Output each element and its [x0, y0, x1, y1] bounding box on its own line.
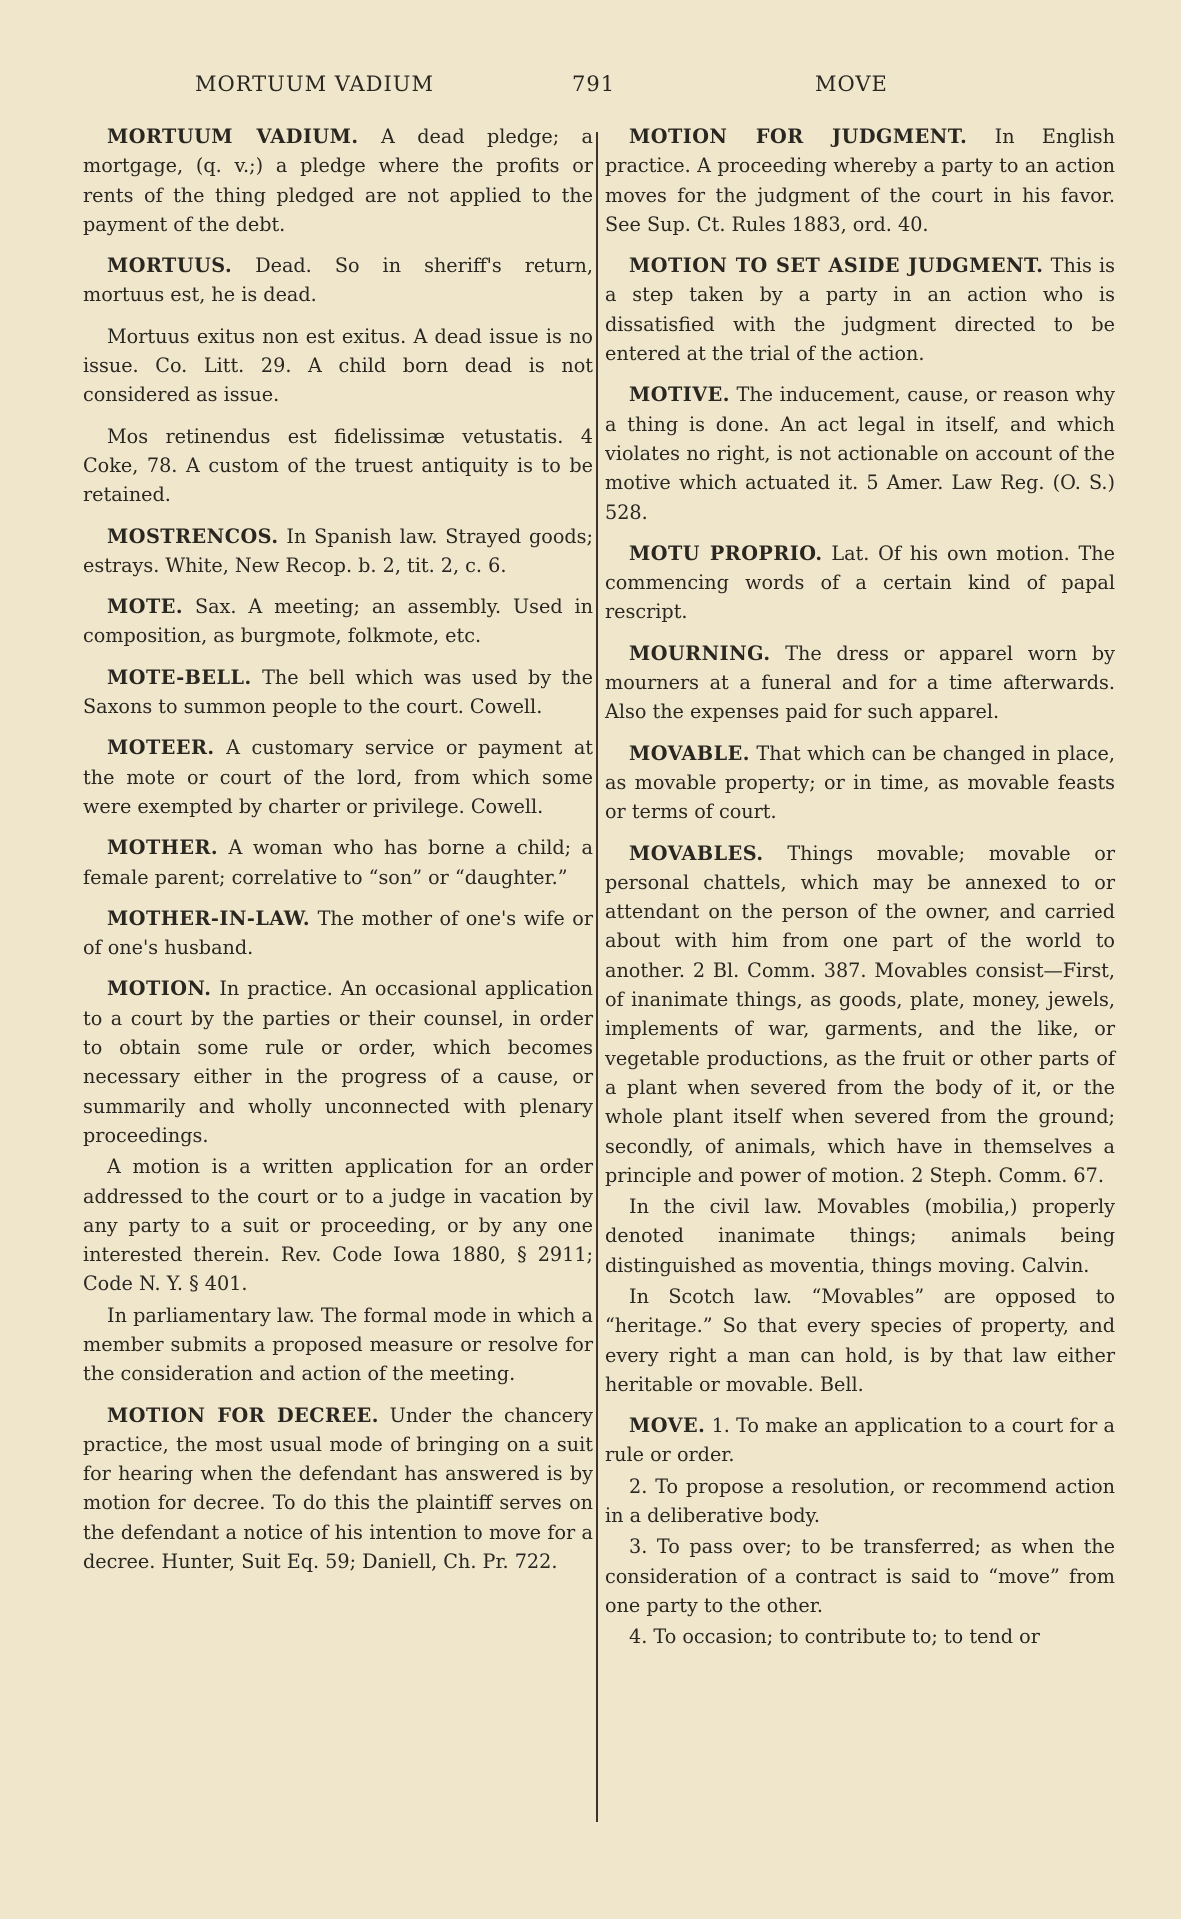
- entry-paragraph: [83, 1152, 593, 1298]
- entry-definition: The inducement, cause, or reason why a thing is done. An act legal in itself, and which violates no right, is not actionable on account of the motive which actuated it. 5 Amer. Law Reg. (O. S.) 528.: [605, 383, 1115, 524]
- entry-headword: MOVABLE.: [629, 741, 750, 765]
- entry-headword: Mos retinendus est fidelissimæ vetustatis.: [107, 424, 564, 448]
- entry-paragraph: [605, 1532, 1115, 1620]
- entry-definition: Under the chancery practice, the most usual mode of bringing on a suit for hearing when the defendant has answered is by motion for decree. To do this the plaintiff serves on the defendant a notice of his intention to move for a decree. Hunter, Suit Eq. 59; Daniell, Ch. Pr. 722.: [83, 1403, 593, 1574]
- dictionary-entry: [83, 251, 593, 310]
- entry-headword: MOTION FOR DECREE.: [107, 1403, 379, 1427]
- dictionary-entry: [605, 251, 1115, 368]
- entry-definition: A motion is a written application for an order addressed to the court or to a judge in vacation by any party to a suit or proceeding, or by any one interested therein. Rev. Code Iowa 1880, § 2911; Code N. Y. § 401.: [83, 1155, 593, 1296]
- entry-definition: 4 Coke, 78. A custom of the truest antiquity is to be retained.: [83, 424, 593, 507]
- dictionary-entry: [605, 739, 1115, 827]
- running-header: [0, 72, 1181, 102]
- dictionary-entry: [605, 639, 1115, 727]
- entry-definition: A woman who has borne a child; a female parent; correlative to “son” or “daughter.”: [83, 836, 593, 889]
- entry-definition: The dress or apparel worn by mourners at a funeral and for a time afterwards. Also the expenses paid for such apparel.: [605, 641, 1115, 724]
- dictionary-entry: [83, 974, 593, 1150]
- entry-headword: MOTE.: [107, 595, 184, 619]
- entry-headword: MOTION FOR JUDGMENT.: [629, 125, 968, 148]
- dictionary-entry: [83, 422, 593, 510]
- dictionary-entry: [83, 592, 593, 651]
- entry-paragraph: [605, 1622, 1115, 1651]
- entry-headword: MOTEER.: [107, 736, 215, 760]
- entry-definition: In parliamentary law. The formal mode in which a member submits a proposed measure or resolve for the consideration and action of the meeting.: [83, 1303, 593, 1386]
- dictionary-entry: [605, 380, 1115, 526]
- entry-definition: 1. To make an application to a court for a rule or order.: [605, 1414, 1115, 1467]
- entry-headword: MOVE.: [629, 1414, 706, 1438]
- entry-headword: Mortuus exitus non est exitus.: [107, 324, 407, 348]
- entry-definition: Lat. Of his own motion. The commencing words of a certain kind of papal rescript.: [605, 541, 1115, 624]
- entry-headword: MOTHER.: [107, 836, 219, 860]
- dictionary-entry: [83, 833, 593, 892]
- entry-definition: This is a step taken by a party in an action who is dissatisfied with the judgment directed to be entered at the trial of the action.: [605, 254, 1115, 366]
- right-column: [605, 122, 1115, 1664]
- dictionary-entry: [83, 322, 593, 410]
- entry-definition: Sax. A meeting; an assembly. Used in composition, as burgmote, folkmote, etc.: [83, 595, 593, 648]
- page-number: 791: [572, 72, 616, 96]
- entry-paragraph: [605, 1282, 1115, 1399]
- entry-headword: MOVABLES.: [629, 841, 764, 865]
- entry-paragraph: [605, 1192, 1115, 1280]
- header-right-guide-word: MOVE: [815, 72, 888, 96]
- entry-headword: MOURNING.: [629, 641, 771, 665]
- dictionary-entry: [605, 839, 1115, 1191]
- entry-headword: MOTU PROPRIO.: [629, 541, 823, 565]
- entry-paragraph: [83, 1301, 593, 1389]
- dictionary-entry: [83, 904, 593, 963]
- column-divider: [596, 132, 598, 1822]
- entry-definition: In practice. An occasional application to a court by the parties or their counsel, in order to obtain some rule or order, which becomes necessary either in the progress of a cause, or summarily and wholly unconnected with plenary proceedings.: [83, 977, 593, 1147]
- entry-definition: 4. To occasion; to contribute to; to tend or: [629, 1625, 1040, 1649]
- entry-paragraph: [605, 1472, 1115, 1531]
- dictionary-entry: [83, 1401, 593, 1577]
- dictionary-entry: [605, 122, 1115, 239]
- entry-headword: MOTIVE.: [629, 383, 730, 407]
- header-left-guide-word: MORTUUM VADIUM: [195, 72, 434, 96]
- entry-definition: In Spanish law. Strayed goods; estrays. White, New Recop. b. 2, tit. 2, c. 6.: [83, 524, 593, 577]
- entry-definition: In English practice. A proceeding whereby a party to an action moves for the judgment of the court in his favor. See Sup. Ct. Rules 1883, ord. 40.: [605, 125, 1115, 236]
- dictionary-entry: [83, 122, 593, 239]
- dictionary-entry: [83, 733, 593, 821]
- entry-headword: MORTUUS.: [107, 254, 233, 278]
- entry-definition: Things movable; movable or personal chattels, which may be annexed to or attendant on the person of the owner, and carried about with him from one part of the world to another. 2 Bl. Comm. 387. Movables consist—First, of inanimate things, as goods, plate, money, jewels, implements of war, garments, and the like, or vegetable productions, as the fruit or other parts of a plant when severed from the body of it, or the whole plant itself when severed from the ground; secondly, of animals, which have in themselves a principle and power of motion. 2 Steph. Comm. 67.: [605, 841, 1115, 1187]
- dictionary-entry: [605, 1411, 1115, 1470]
- entry-definition: 2. To propose a resolution, or recommend action in a deliberative body.: [605, 1474, 1115, 1528]
- left-column: [83, 122, 593, 1588]
- entry-headword: MOSTRENCOS.: [107, 524, 279, 548]
- entry-definition: In the civil law. Movables (mobilia,) properly denoted inanimate things; animals being distinguished as moventia, things moving. Calvin.: [605, 1195, 1115, 1277]
- entry-headword: MORTUUM VADIUM.: [107, 125, 359, 148]
- entry-headword: MOTHER-IN-LAW.: [107, 906, 311, 930]
- entry-definition: Dead. So in sheriff's return, mortuus est, he is dead.: [83, 254, 593, 307]
- entry-headword: MOTE-BELL.: [107, 665, 252, 689]
- entry-definition: That which can be changed in place, as movable property; or in time, as movable feasts or terms of court.: [605, 741, 1115, 824]
- entry-definition: 3. To pass over; to be transferred; as when the consideration of a contract is said to “move” from one party to the other.: [605, 1535, 1115, 1617]
- dictionary-entry: [605, 539, 1115, 627]
- entry-headword: MOTION TO SET ASIDE JUDGMENT.: [629, 254, 1044, 278]
- entry-headword: MOTION.: [107, 977, 212, 1001]
- entry-definition: A dead issue is no issue. Co. Litt. 29. A child born dead is not considered as issue.: [83, 324, 593, 407]
- entry-definition: The mother of one's wife or of one's husband.: [83, 906, 593, 960]
- entry-definition: A customary service or payment at the mote or court of the lord, from which some were exempted by charter or privilege. Cowell.: [83, 736, 593, 818]
- entry-definition: The bell which was used by the Saxons to summon people to the court. Cowell.: [83, 665, 593, 719]
- entry-definition: A dead pledge; a mortgage, (q. v.;) a pledge where the profits or rents of the thing pledged are not applied to the payment of the debt.: [83, 125, 593, 236]
- entry-definition: In Scotch law. “Movables” are opposed to “heritage.” So that every species of property, and every right a man can hold, is by that law either heritable or movable. Bell.: [605, 1284, 1115, 1396]
- dictionary-entry: [83, 663, 593, 722]
- dictionary-entry: [83, 522, 593, 581]
